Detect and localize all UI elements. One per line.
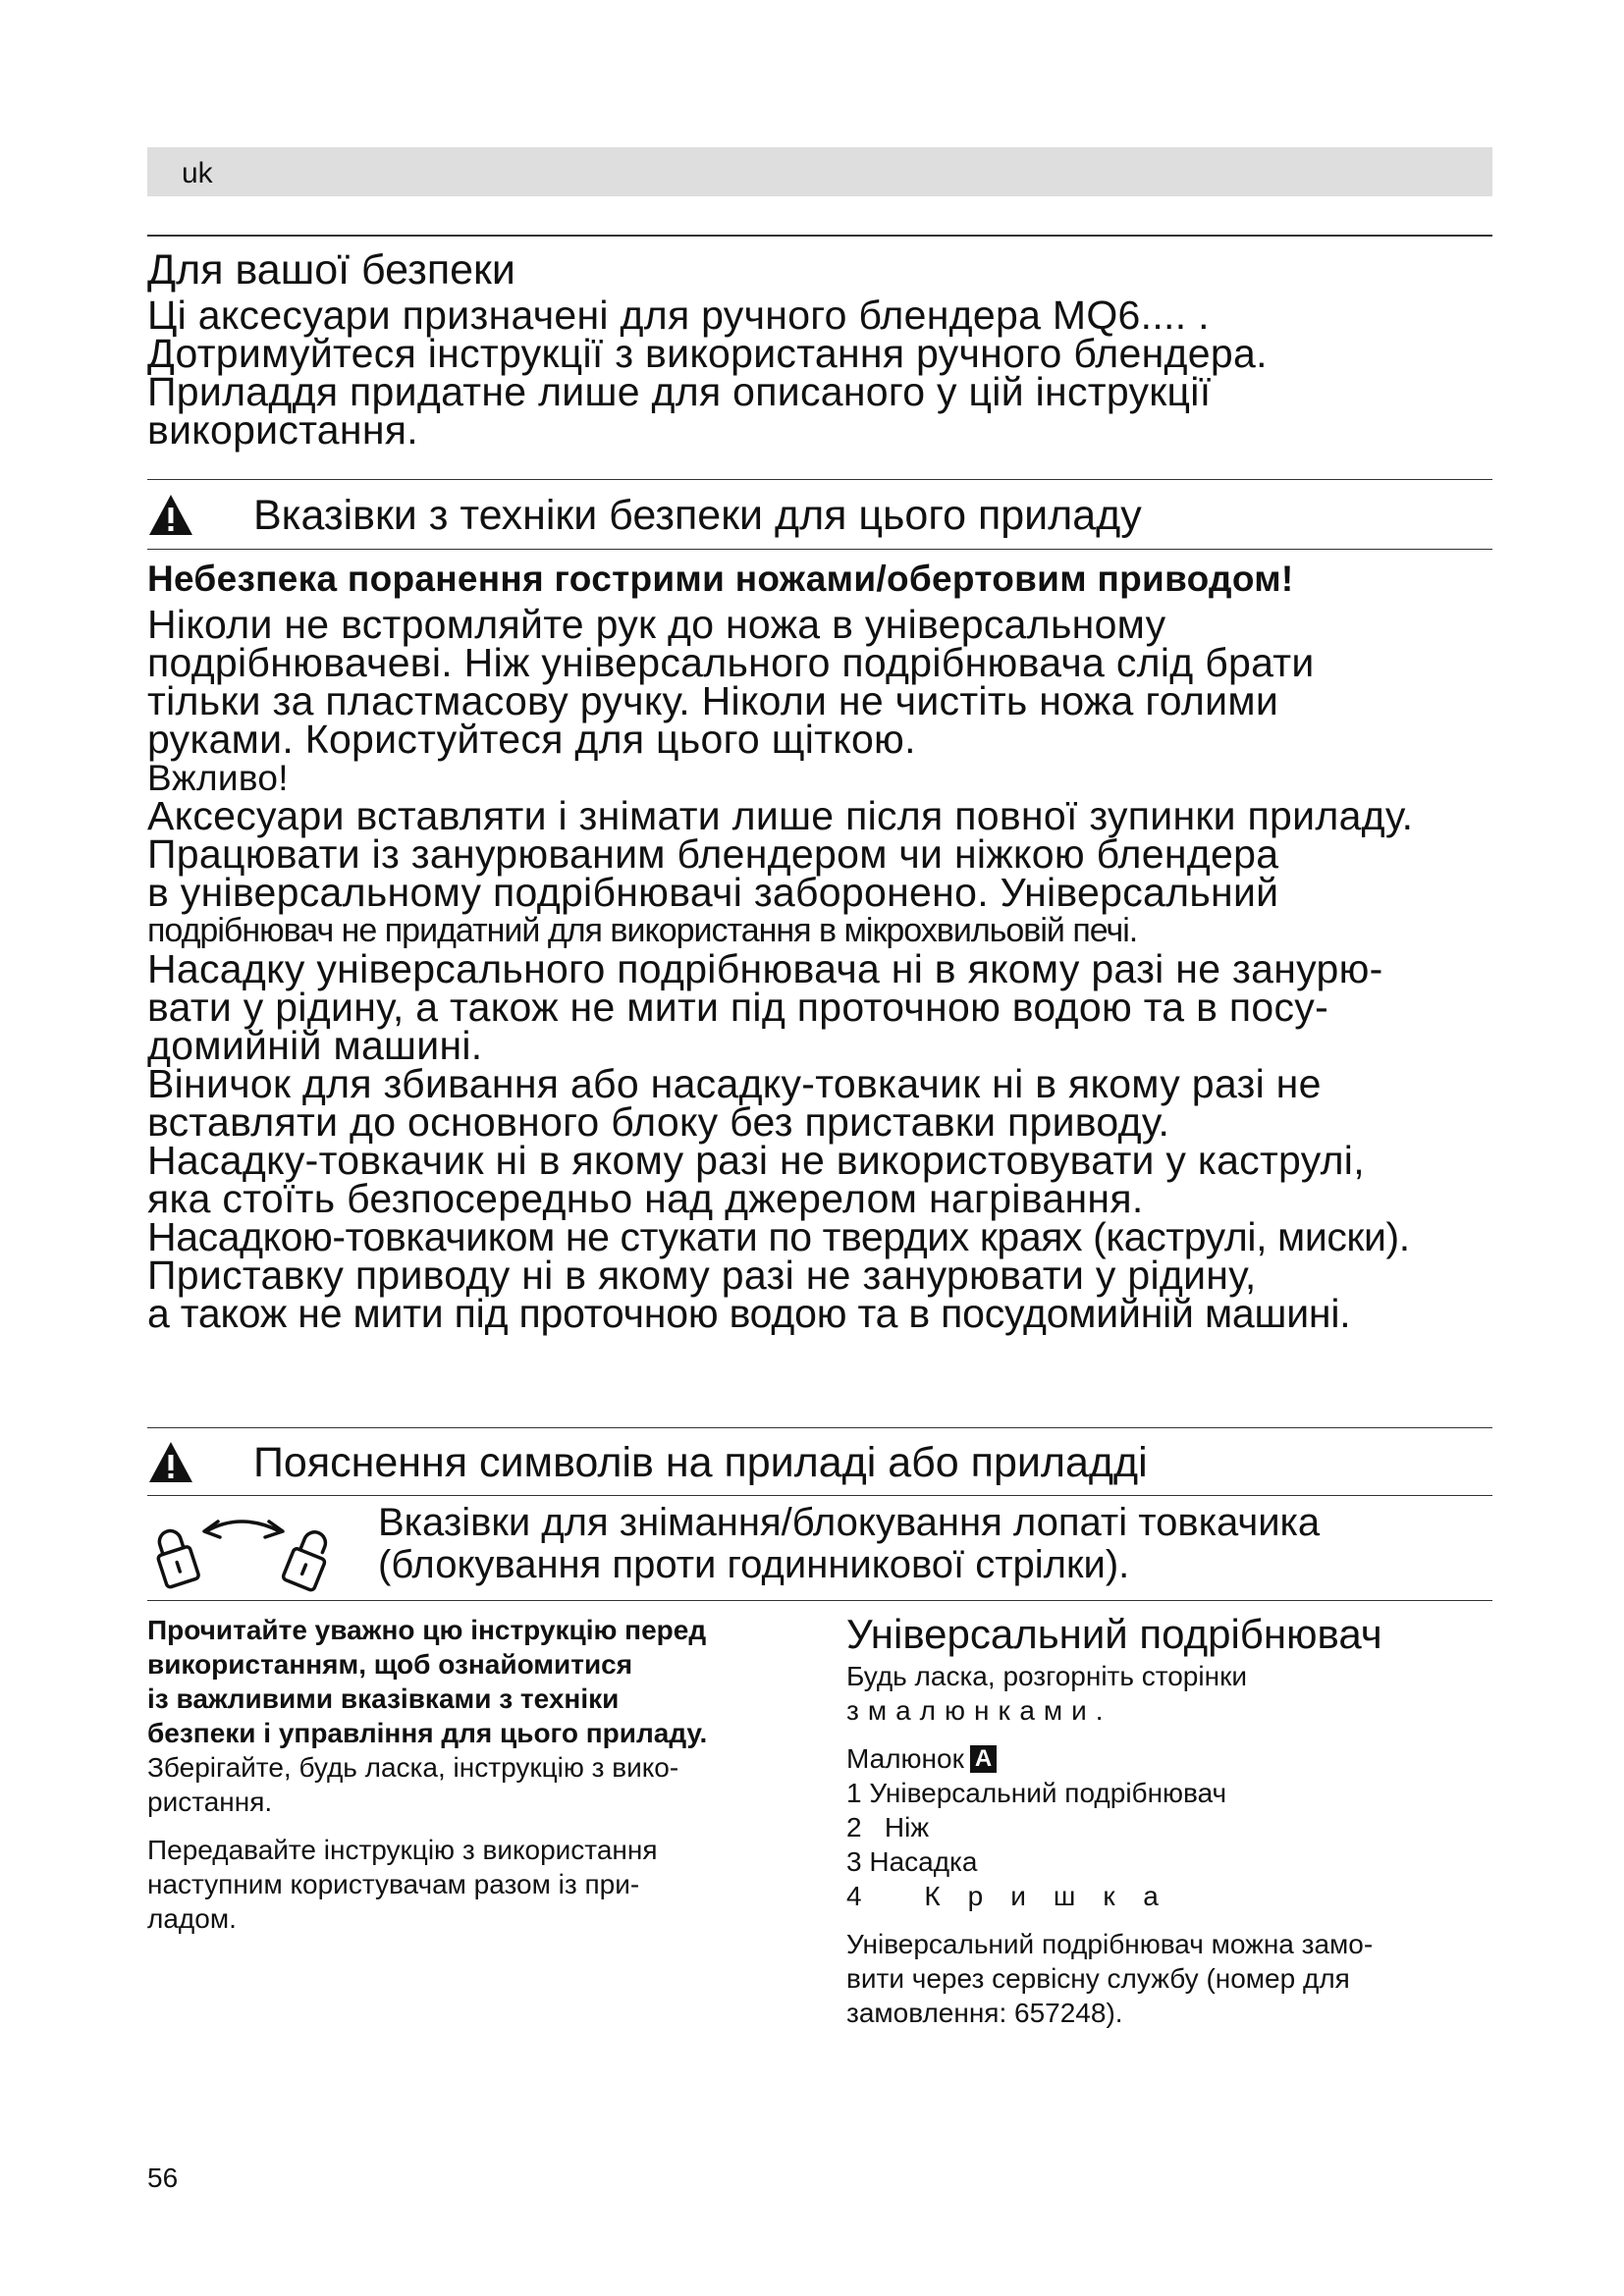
spacer: [846, 1913, 1382, 1927]
danger-block: [147, 559, 1414, 1336]
text-line: замовлення: 657248).: [846, 1998, 1123, 2028]
text-line: Приставку приводу ні в якому разі не занурювати у рідину,: [147, 1253, 1257, 1298]
text-line: ладом.: [147, 1903, 237, 1934]
symbols-heading-text: Пояснення символів на приладі або приладді: [253, 1438, 1148, 1486]
text-line: подрібнювач не придатний для використання в мікрохвильовій печі.: [147, 912, 1138, 949]
text-line: використання.: [147, 407, 418, 453]
spacer: [846, 1728, 1382, 1741]
language-bar: [147, 147, 1492, 196]
text-line: вати у рідину, а також не мити під проточною водою та в посу-: [147, 985, 1329, 1030]
text-line: Будь ласка, розгорніть сторінки: [846, 1661, 1247, 1691]
divider: [147, 479, 1492, 480]
right-column: [846, 1610, 1382, 2030]
symbols-heading: [147, 1433, 1148, 1492]
divider: [147, 235, 1492, 237]
left-column: [147, 1613, 707, 1936]
page-number: 56: [147, 2163, 179, 2193]
warning-triangle-icon: [147, 492, 194, 539]
part-item: 2 Ніж: [846, 1812, 930, 1842]
safety-intro: [147, 293, 1268, 453]
text-line: Насадку універсального подрібнювача ні в якому разі не занурю-: [147, 946, 1383, 991]
text-line: (блокування проти годинникової стрілки).: [378, 1543, 1130, 1586]
text-line: Дотримуйтеся інструкції з використання ручного блендера.: [147, 331, 1268, 376]
text-line: Універсальний подрібнювач можна замо-: [846, 1929, 1374, 1959]
lock-unlock-rotate-icon: [147, 1502, 344, 1600]
warnings-heading-text: Вказівки з техніки безпеки для цього приладу: [253, 491, 1142, 539]
figure-label: Малюнок: [846, 1743, 964, 1774]
symbol-explanation: [147, 1502, 1492, 1600]
text-line: Вказівки для знімання/блокування лопаті товкачика: [378, 1501, 1321, 1544]
text-line: Прочитайте уважно цю інструкцію перед: [147, 1615, 707, 1645]
divider: [147, 549, 1492, 550]
part-item: 1 Універсальний подрібнювач: [846, 1778, 1227, 1808]
figure-badge: A: [970, 1745, 997, 1773]
text-line: Передавайте інструкцію з використання: [147, 1835, 658, 1865]
text-line: тільки за пластмасову ручку. Ніколи не чистіть ножа голими: [147, 678, 1279, 723]
text-line: вити через сервісну службу (номер для: [846, 1963, 1350, 1994]
section-title: Універсальний подрібнювач: [846, 1611, 1382, 1657]
text-line: із важливими вказівками з техніки: [147, 1683, 620, 1714]
text-line: Ці аксесуари призначені для ручного блендера MQ6.... .: [147, 293, 1210, 338]
text-line: домийній машині.: [147, 1023, 483, 1068]
symbol-explanation-text: [378, 1502, 1320, 1586]
divider: [147, 1600, 1492, 1601]
text-line: Зберігайте, будь ласка, інструкцію з вико-: [147, 1752, 679, 1783]
safety-title: Для вашої безпеки: [147, 246, 515, 294]
caution-heading: Вжливо!: [147, 758, 289, 798]
text-line: подрібнювачеві. Ніж універсального подрібнювача слід брати: [147, 640, 1315, 685]
text-line: Аксесуари вставляти і знімати лише після повної зупинки приладу.: [147, 793, 1414, 838]
text-line: Насадкою-товкачиком не стукати по твердих краях (каструлі, миски).: [147, 1214, 1410, 1259]
divider: [147, 1427, 1492, 1428]
warning-triangle-icon: [147, 1439, 194, 1486]
divider: [147, 1495, 1492, 1496]
text-line: в універсальному подрібнювачі заборонено. Універсальний: [147, 870, 1279, 915]
text-line: змалюнками.: [846, 1695, 1112, 1726]
text-line: Ніколи не встромляйте рук до ножа в універсальному: [147, 602, 1166, 647]
spacer: [147, 1819, 707, 1833]
text-line: ристання.: [147, 1787, 273, 1817]
part-item: 3 Насадка: [846, 1846, 978, 1877]
text-line: Працювати із занурюваним блендером чи ніжкою блендера: [147, 831, 1279, 877]
danger-heading: Небезпека поранення гострими ножами/обертовим приводом!: [147, 559, 1294, 599]
text-line: Віничок для збивання або насадку-товкачик ні в якому разі не: [147, 1061, 1322, 1106]
language-code: uk: [182, 157, 213, 189]
text-line: наступним користувачам разом із при-: [147, 1869, 640, 1899]
part-item: 4 Кришка: [846, 1881, 1186, 1911]
text-line: яка стоїть безпосередньо над джерелом нагрівання.: [147, 1176, 1144, 1221]
text-line: Насадку-товкачик ні в якому разі не використовувати у каструлі,: [147, 1138, 1365, 1183]
text-line: а також не мити під проточною водою та в посудомийній машині.: [147, 1291, 1351, 1336]
text-line: безпеки і управління для цього приладу.: [147, 1718, 708, 1748]
figure-reference: [846, 1741, 1382, 1776]
text-line: використанням, щоб ознайомитися: [147, 1649, 633, 1680]
text-line: вставляти до основного блоку без приставки приводу.: [147, 1099, 1170, 1145]
text-line: руками. Користуйтеся для цього щіткою.: [147, 717, 916, 762]
text-line: Приладдя придатне лише для описаного у цій інструкції: [147, 369, 1212, 414]
warnings-heading: [147, 486, 1142, 545]
